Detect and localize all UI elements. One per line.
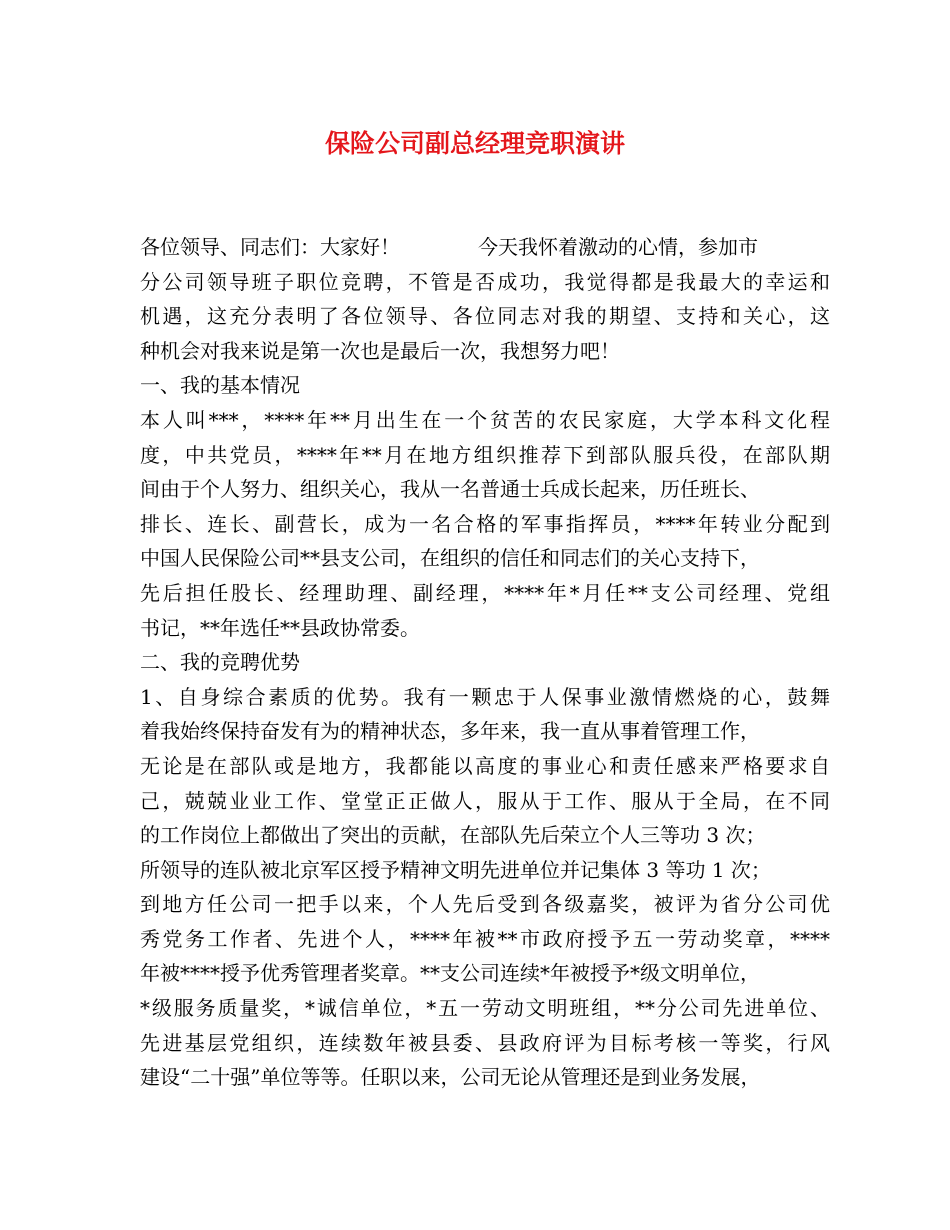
paragraph-line: 间由于个人努力、组织关心，我从一名普通士兵成长起来，历任班长、 [140,477,760,502]
paragraph-line: 先后担任股长、经理助理、副经理，****年*月任**支公司经理、党组 [140,580,830,605]
paragraph-line-greeting [140,230,830,265]
paragraph-line: 度，中共党员，****年**月在地方组织推荐下到部队服兵役，在部队期 [140,442,830,467]
paragraph-line: 所领导的连队被北京军区授予精神文明先进单位并记集体 3 等功 1 次； [140,857,771,882]
greeting-text: 各位领导、同志们：大家好！ [140,235,400,259]
document-title: 保险公司副总经理竞职演讲 [324,129,625,158]
opening-text: 今天我怀着激动的心情，参加市 [478,235,758,259]
paragraph-line: 秀党务工作者、先进个人，****年被**市政府授予五一劳动奖章，**** [140,926,830,951]
paragraph-line: 着我始终保持奋发有为的精神状态，多年来，我一直从事着管理工作， [140,719,760,744]
paragraph-line: 书记，**年选任**县政协常委。 [140,615,420,640]
paragraph-line: 分公司领导班子职位竞聘，不管是否成功，我觉得都是我最大的幸运和 [140,269,830,294]
paragraph-line: 无论是在部队或是地方，我都能以高度的事业心和责任感来严格要求自 [140,753,830,778]
paragraph-line: 1、自身综合素质的优势。我有一颗忠于人保事业激情燃烧的心，鼓舞 [140,684,830,709]
paragraph-line: 到地方任公司一把手以来，个人先后受到各级嘉奖，被评为省分公司优 [140,892,830,917]
paragraph-line: 本人叫***，****年**月出生在一个贫苦的农民家庭，大学本科文化程 [140,407,830,432]
paragraph-line: 的工作岗位上都做出了突出的贡献，在部队先后荣立个人三等功 3 次； [140,823,766,848]
paragraph-line: *级服务质量奖，*诚信单位，*五一劳动文明班组，**分公司先进单位、 [140,996,830,1021]
paragraph-line: 年被****授予优秀管理者奖章。**支公司连续*年被授予*级文明单位， [140,961,760,986]
section-heading: 一、我的基本情况 [140,373,300,398]
paragraph-line: 种机会对我来说是第一次也是最后一次，我想努力吧！ [140,338,620,363]
paragraph-line: 己，兢兢业业工作、堂堂正正做人，服从于工作、服从于全局，在不同 [140,788,830,813]
paragraph-line: 机遇，这充分表明了各位领导、各位同志对我的期望、支持和关心，这 [140,304,830,329]
document-body [140,230,830,1095]
paragraph-line: 排长、连长、副营长，成为一名合格的军事指挥员，****年转业分配到 [140,511,830,536]
paragraph-line: 先进基层党组织，连续数年被县委、县政府评为目标考核一等奖，行风 [140,1030,830,1055]
section-heading: 二、我的竞聘优势 [140,650,300,675]
paragraph-line: 中国人民保险公司**县支公司，在组织的信任和同志们的关心支持下， [140,546,760,571]
paragraph-line: 建设“二十强”单位等等。任职以来，公司无论从管理还是到业务发展， [140,1065,761,1090]
